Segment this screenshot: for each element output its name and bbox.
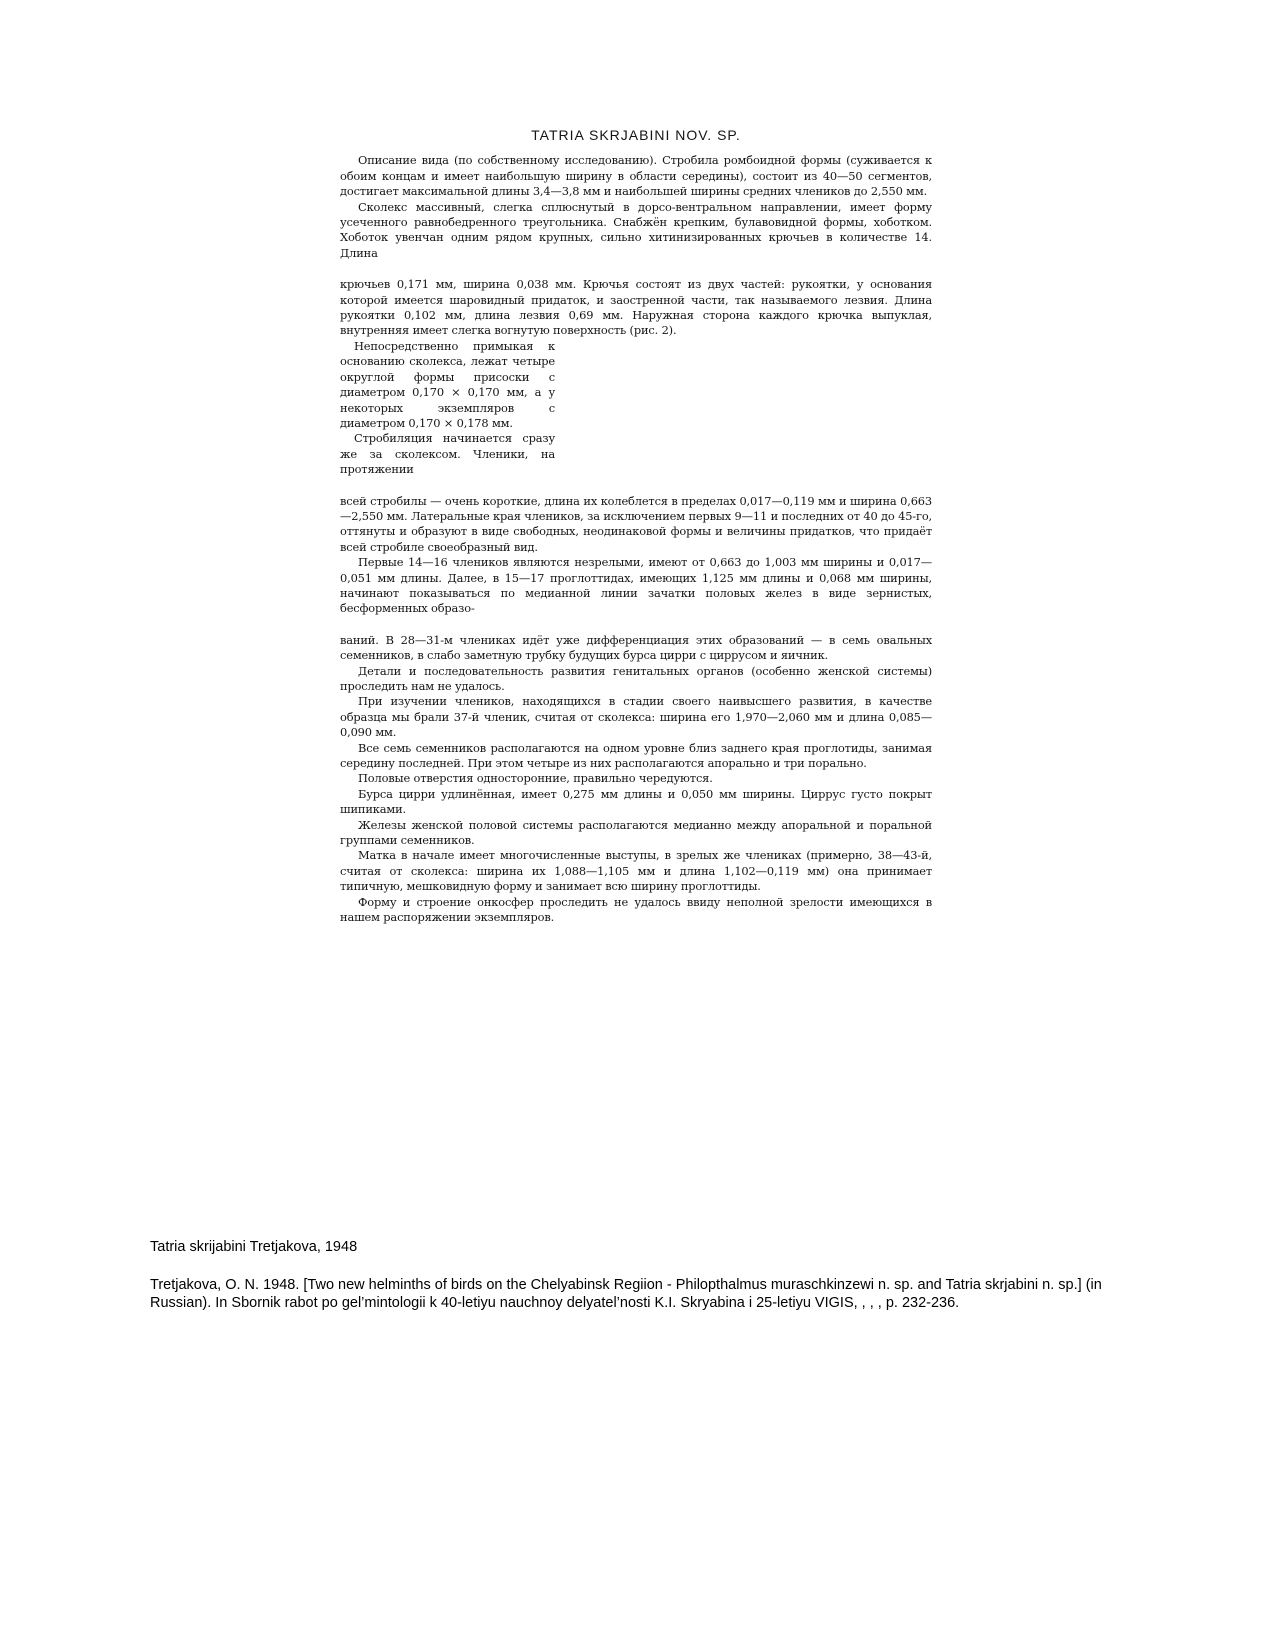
article-title: TATRIA SKRJABINI NOV. SP. [531, 127, 741, 143]
species-caption: Tatria skrijabini Tretjakova, 1948 [150, 1239, 358, 1255]
paragraph: Бурса цирри удлинённая, имеет 0,275 мм длины и 0,050 мм ширины. Циррус густо покрыт шипиками. [340, 786, 932, 817]
reference-citation: Tretjakova, O. N. 1948. [Two new helminths of birds on the Chelyabinsk Regiion - Philopthalmus muraschkinzewi n. sp. and Tatria skrjabini n. sp.] (in Russian). In Sbornik rabot po gel’mintologii k 40-letiyu nauchnoy delyatel’nosti K.I. Skryabina i 25-letiyu VIGIS, , , , p. 232-236. [150, 1277, 1102, 1311]
paragraph: Форму и строение онкосфер проследить не удалось ввиду неполной зрелости имеющихся в нашем распоряжении экземпляров. [340, 894, 932, 925]
paragraph: Матка в начале имеет многочисленные выступы, в зрелых же члениках (примерно, 38—43-й, считая от сколекса: ширина их 1,088—1,105 мм и длина 1,102—0,119 мм) она принимает типичную, мешковидную форму и занимает всю ширину проглоттиды. [340, 848, 932, 894]
paragraph: Стробиляция начинается сразу же за сколексом. Членики, на протяжении [340, 431, 555, 477]
paragraph: При изучении члеников, находящихся в стадии своего наивысшего развития, в качестве образца мы брали 37-й членик, считая от сколекса: ширина его 1,970—2,060 мм и длина 0,085—0,090 мм. [340, 694, 932, 740]
section-gap [340, 478, 932, 494]
text-block-1 [340, 153, 932, 261]
paragraph: Железы женской половой системы располагаются медианно между апоральной и поральной группами семенников. [340, 817, 932, 848]
paragraph: Описание вида (по собственному исследованию). Стробила ромбоидной формы (суживается к обоим концам и имеет наибольшую ширину в области середины), состоит из 40—50 сегментов, достигает максимальной длины 3,4—3,8 мм и наибольшей ширины средних члеников до 2,550 мм. [340, 153, 932, 199]
paragraph: Непосредственно примыкая к основанию сколекса, лежат четыре округлой формы присоски с диаметром 0,170 × 0,170 мм, а у некоторых экземпляров с диаметром 0,170 × 0,178 мм. [340, 338, 555, 430]
text-block-3-narrow-column [340, 339, 555, 478]
paragraph: Все семь семенников располагаются на одном уровне близ заднего края проглотиды, занимая середину последней. При этом четыре из них располагаются апорально и три порально. [340, 740, 932, 771]
paragraph: всей стробилы — очень короткие, длина их колеблется в пределах 0,017—0,119 мм и ширина 0,663—2,550 мм. Латеральные края члеников, за исключением первых 9—11 и последних от 40 до 45-го, оттянуты и образуют в виде свободных, неодинаковой формы и величины придатков, что придаёт всей стробиле своеобразный вид. [340, 493, 932, 554]
text-block-5 [340, 633, 932, 926]
paragraph: ваний. В 28—31-м члениках идёт уже дифференциация этих образований — в семь овальных семенников, в слабо заметную трубку будущих бурса цирри с циррусом и яичник. [340, 632, 932, 663]
paragraph: крючьев 0,171 мм, ширина 0,038 мм. Крючья состоят из двух частей: рукоятки, у основания которой имеется шаровидный придаток, и заостренной части, так называемого лезвия. Длина рукоятки 0,102 мм, длина лезвия 0,69 мм. Наружная сторона каждого крючка выпуклая, внутренняя имеет слегка вогнутую поверхность (рис. 2). [340, 277, 932, 338]
paragraph: Половые отверстия односторонние, правильно чередуются. [358, 771, 713, 786]
paragraph: Детали и последовательность развития генитальных органов (особенно женской системы) проследить нам не удалось. [340, 663, 932, 693]
text-block-4 [340, 494, 932, 617]
paragraph: Первые 14—16 члеников являются незрелыми, имеют от 0,663 до 1,003 мм ширины и 0,017—0,051 мм длины. Далее, в 15—17 проглоттидах, имеющих 1,125 мм длины и 0,068 мм ширины, начинают показываться по медианной линии зачатки половых желез в виде зернистых, бесформенных образо- [340, 555, 932, 616]
paragraph: Сколекс массивный, слегка сплюснутый в дорсо-вентральном направлении, имеет форму усеченного равнобедренного треугольника. Снабжён крепким, булавовидной формы, хоботком. Хоботок увенчан одним рядом крупных, сильно хитинизированных крючьев в количестве 14. Длина [340, 199, 932, 260]
scanned-article [340, 128, 932, 926]
text-block-2 [340, 277, 932, 339]
section-gap [340, 261, 932, 277]
section-gap [340, 617, 932, 633]
